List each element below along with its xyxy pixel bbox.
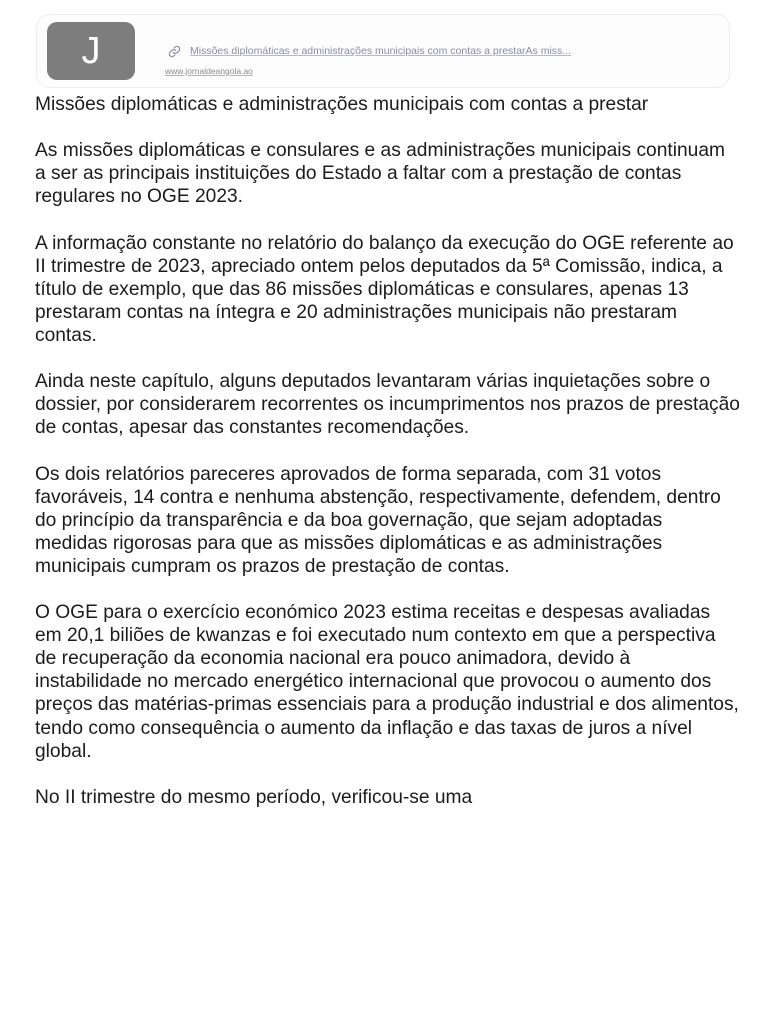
link-title-row[interactable] [168, 43, 708, 59]
link-icon [168, 45, 181, 58]
thumbnail-letter: J [81, 30, 101, 72]
article-paragraph: Os dois relatórios pareceres aprovados de forma separada, com 31 votos favoráveis, 14 contra e nenhuma abstenção, respectivamente, defendem, dentro do princípio da transparência e da boa governação, que sejam adoptadas medidas rigorosas para que as missões diplomáticas e as administrações municipais cumpram os prazos de prestação de contas. [35, 463, 721, 577]
article-paragraph: O OGE para o exercício económico 2023 estima receitas e despesas avaliadas em 20,1 biliões de kwanzas e foi executado num contexto em que a perspectiva de recuperação da economia nacional era pouco animadora, devido à instabilidade no mercado energético internacional que provocou o aumento dos preços das matérias-primas essenciais para a produção industrial e dos alimentos, tendo como consequência o aumento da inflação e das taxas de juros a nível global. [35, 602, 739, 762]
article-paragraph: Ainda neste capítulo, alguns deputados levantaram várias inquietações sobre o dossier, por considerarem recorrentes os incumprimentos nos prazos de prestação de contas, apesar das constantes recomendações. [35, 371, 740, 439]
link-title[interactable]: Missões diplomáticas e administrações municipais com contas a prestarAs miss... [190, 45, 572, 57]
link-domain[interactable]: www.jornaldeangola.ao [165, 66, 253, 76]
article-paragraph: As missões diplomáticas e consulares e as administrações municipais continuam a ser as principais instituições do Estado a faltar com a prestação de contas regulares no OGE 2023. [35, 140, 725, 208]
article-paragraph: A informação constante no relatório do balanço da execução do OGE referente ao II trimestre de 2023, apreciado ontem pelos deputados da 5ª Comissão, indica, a título de exemplo, que das 86 missões diplomáticas e consulares, apenas 13 prestaram contas na íntegra e 20 administrações municipais não prestaram contas. [35, 232, 734, 346]
site-thumbnail [47, 22, 135, 80]
article-paragraph: No II trimestre do mesmo período, verificou-se uma [35, 786, 473, 808]
link-preview-card[interactable] [36, 14, 730, 88]
article-body [35, 93, 740, 832]
article-headline: Missões diplomáticas e administrações municipais com contas a prestar [35, 94, 649, 115]
